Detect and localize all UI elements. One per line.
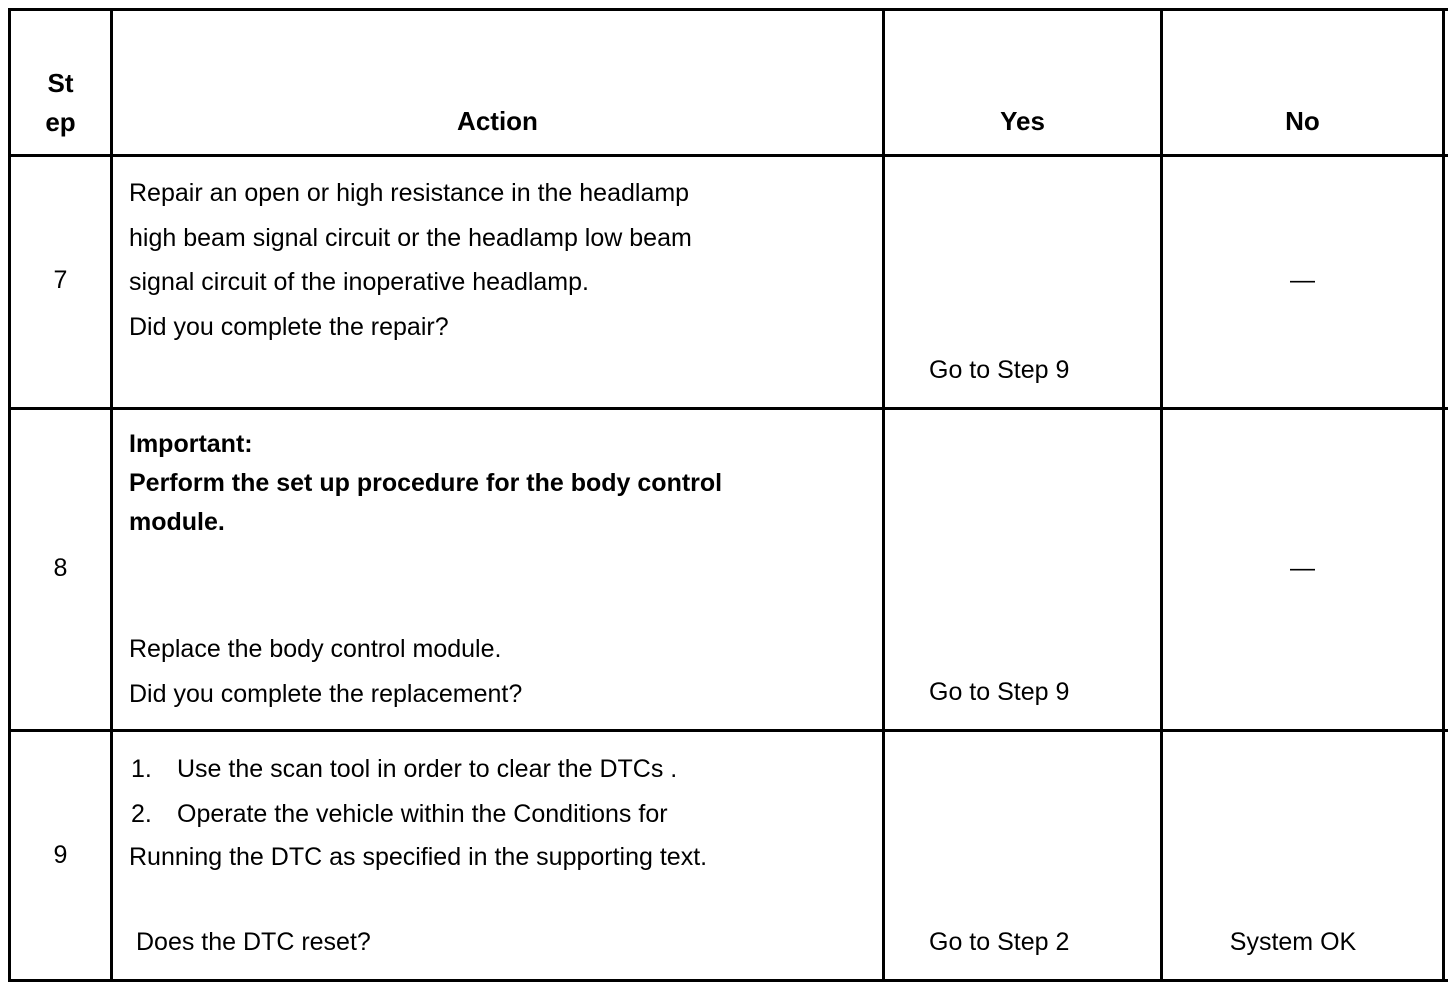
step-number: 7 [53,266,68,294]
yes-link: Go to Step 2 [929,928,1070,956]
important-line: Important: [129,430,253,458]
header-action: Action [457,106,538,136]
step-9-list [131,747,677,836]
list-item-number: 1. [131,755,152,783]
step-7-action [129,171,692,349]
table-border-bottom [8,979,1448,982]
header-step [11,64,110,142]
column-divider [1160,8,1163,982]
important-line: module. [129,508,225,536]
step-number: 8 [53,554,68,582]
column-divider [882,8,885,982]
list-item [131,792,677,837]
table-border-left [8,8,11,982]
important-note [129,425,722,542]
list-continuation: Running the DTC as specified in the supporting text. [129,843,708,871]
header-step-line1: St [47,68,74,98]
action-line: Did you complete the repair? [129,312,449,341]
column-divider [110,8,113,982]
no-dash: — [1290,266,1315,294]
action-line: Did you complete the replacement? [129,679,523,708]
yes-link: Go to Step 9 [929,678,1070,706]
table-border-right [1442,8,1445,982]
step-8-action [129,627,522,716]
header-yes: Yes [1000,106,1045,136]
action-line: Repair an open or high resistance in the headlamp [129,179,690,207]
list-item-text: Use the scan tool in order to clear the DTCs . [177,755,678,783]
no-dash: — [1290,554,1315,582]
list-item-number: 2. [131,799,152,828]
list-item-text: Operate the vehicle within the Conditions for [177,799,668,828]
header-divider [8,154,1448,157]
header-step-line2: ep [45,107,76,137]
yes-link: Go to Step 9 [929,356,1070,384]
no-result: System OK [1229,928,1357,956]
action-line: high beam signal circuit or the headlamp low beam [129,223,692,252]
important-line: Perform the set up procedure for the body control [129,469,723,497]
step-9-question: Does the DTC reset? [136,928,371,956]
table-border-top [8,8,1448,11]
row-divider [8,729,1448,732]
step-number: 9 [53,841,68,869]
action-line: signal circuit of the inoperative headlamp. [129,268,589,296]
action-line: Replace the body control module. [129,635,502,663]
header-no: No [1285,106,1320,136]
list-item [131,747,677,792]
row-divider [8,407,1448,410]
